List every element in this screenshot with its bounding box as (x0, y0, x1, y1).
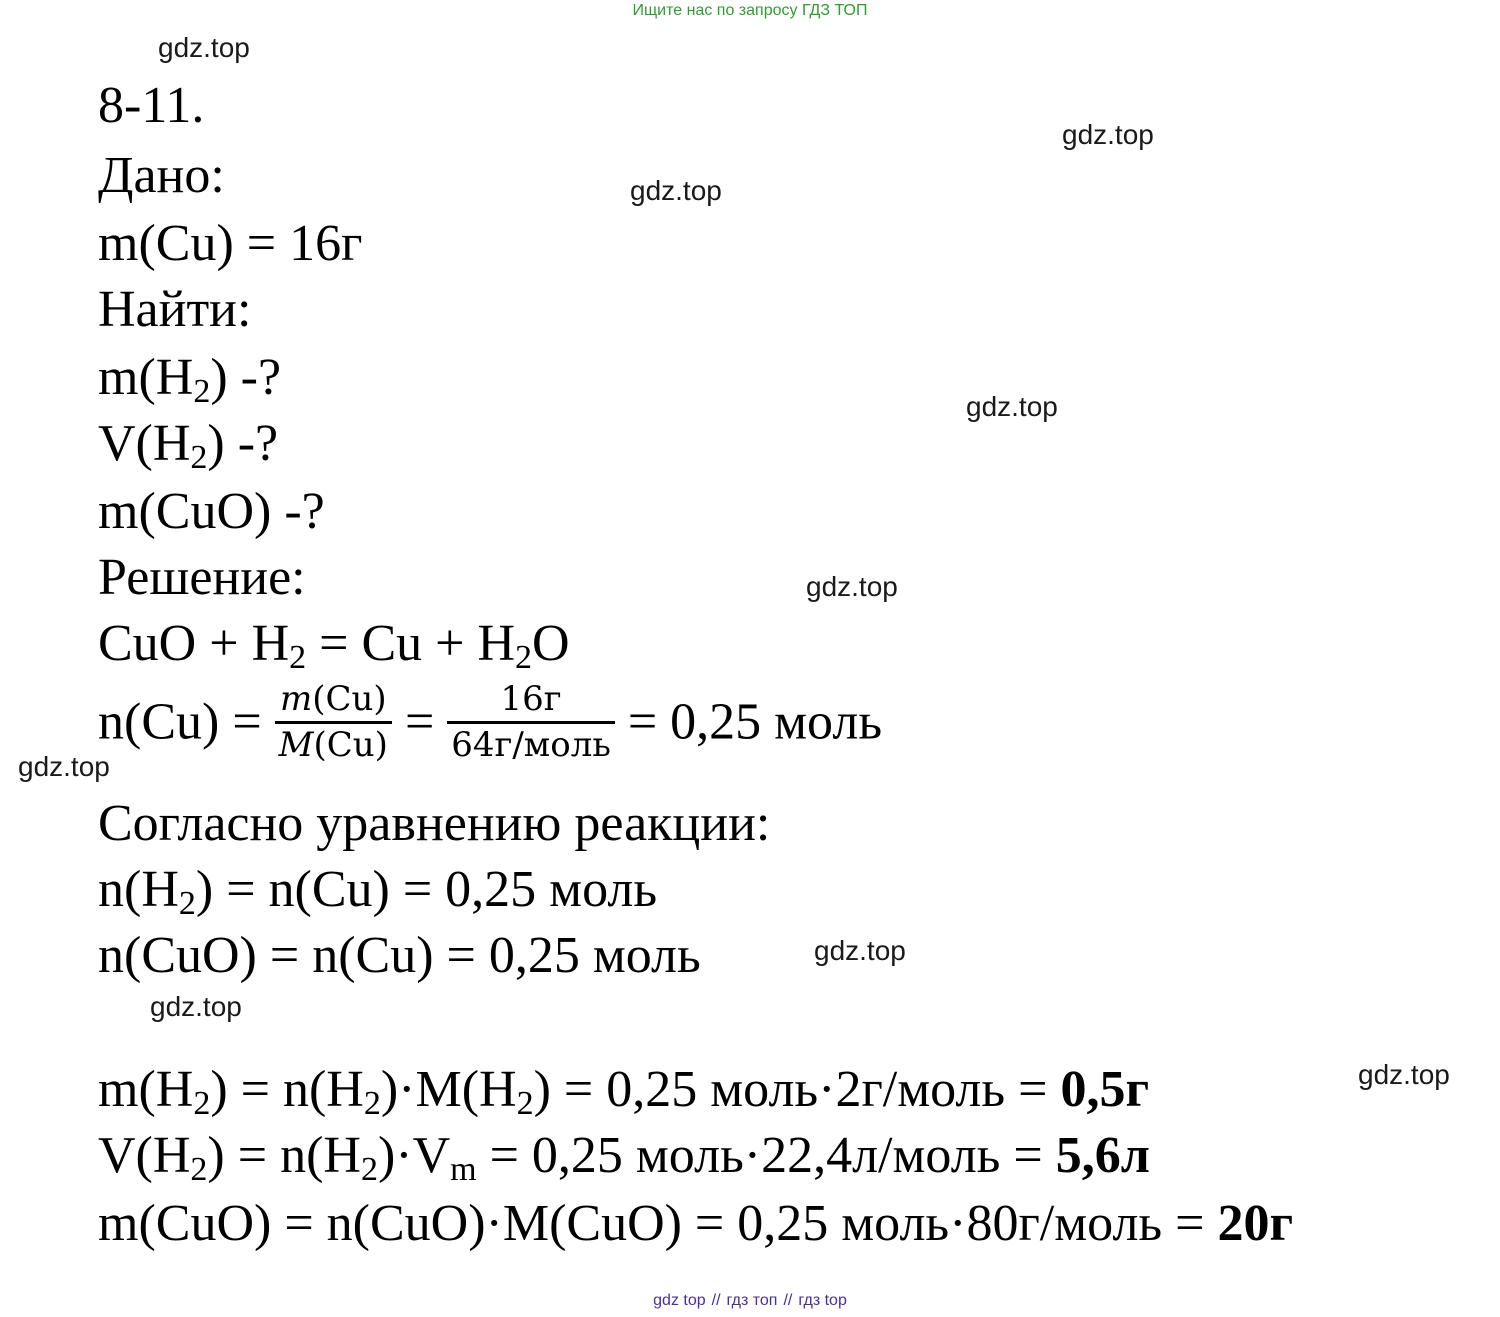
find-mass-cuo: m(CuO) -? (98, 483, 325, 540)
footer: gdz top // гдз топ // гдз top (653, 1292, 847, 1309)
fraction-m-over-M: $\frac{m(Cu)}{M(Cu)}$ (275, 680, 392, 765)
answer-mass-h2: 0,5г (1060, 1061, 1150, 1118)
mass-cuo-calc: m(CuO) = n(CuO)·M(CuO) = 0,25 моль·80г/моль = 20г (98, 1195, 1294, 1252)
volume-h2-calc: $V(H_2) = n(H_2)\cdot V_m = 0,25$ моль·22,4л/моль = 5,6л (98, 1127, 1150, 1188)
watermark: gdz.top (806, 571, 898, 602)
solution-label: Решение: (98, 549, 306, 606)
n-cuo-line: n(CuO) = n(Cu) = 0,25 моль (98, 927, 701, 984)
top-banner: Ищите нас по запросу ГДЗ ТОП (632, 2, 868, 19)
watermark: gdz.top (158, 32, 250, 63)
given-value: m(Cu) = 16г (98, 215, 363, 272)
reaction-equation: CuO + $H_2 = Cu + H_2O$ (98, 615, 570, 676)
find-mass-h2: $m(H_2)$ -? (98, 349, 282, 410)
footer-link[interactable]: гдз top (798, 1292, 847, 1309)
watermark: gdz.top (1358, 1059, 1450, 1090)
watermark: gdz.top (814, 935, 906, 966)
watermark: gdz.top (630, 175, 722, 206)
n-cu-formula: n(Cu) = $\frac{m(Cu)}{M(Cu)}$ = $\frac{16г}{\text{64г/моль}}$ = 0,25 моль (98, 679, 883, 766)
footer-link[interactable]: гдз топ (726, 1292, 778, 1309)
watermark: gdz.top (18, 751, 110, 782)
fraction-numeric: $\frac{16г}{\text{64г/моль}}$ (447, 680, 615, 765)
watermark: gdz.top (1062, 119, 1154, 150)
find-label: Найти: (98, 281, 252, 338)
answer-volume-h2: 5,6л (1055, 1127, 1150, 1184)
task-number: 8-11. (98, 77, 205, 134)
answer-mass-cuo: 20г (1217, 1195, 1294, 1252)
find-volume-h2: $V(H_2)$ -? (98, 415, 279, 476)
n-h2-line: $n(H_2) = n(Cu) = 0,25$ моль (98, 861, 658, 922)
watermark: gdz.top (150, 991, 242, 1022)
according-text: Согласно уравнению реакции: (98, 795, 771, 852)
given-label: Дано: (98, 147, 225, 204)
footer-link[interactable]: gdz top (653, 1292, 706, 1309)
watermark: gdz.top (966, 391, 1058, 422)
mass-h2-calc: $m(H_2) = n(H_2)\cdot M(H_2) = 0,25$ моль·2г/моль = 0,5г (98, 1061, 1150, 1122)
